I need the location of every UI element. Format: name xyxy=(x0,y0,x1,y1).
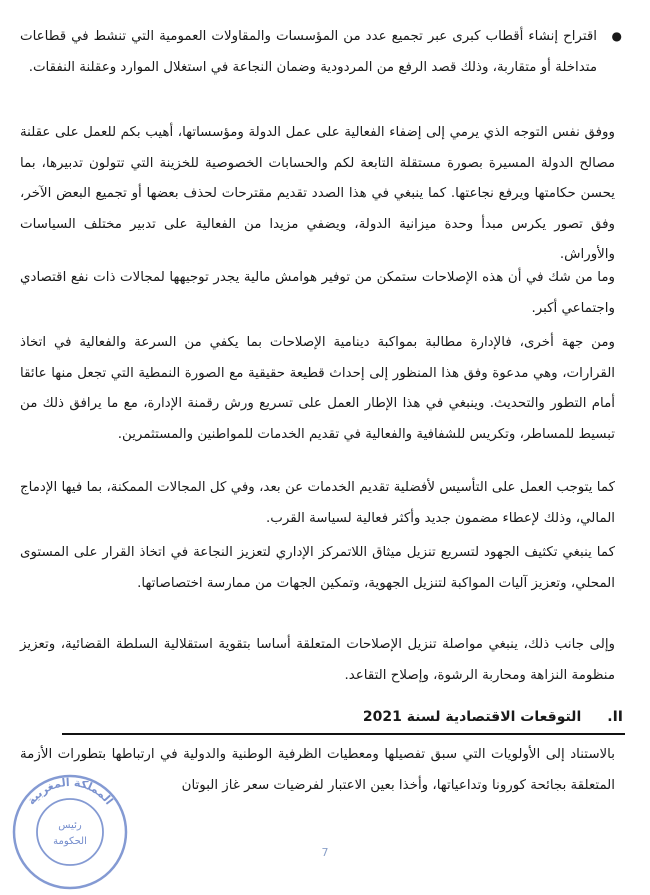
government-stamp xyxy=(8,770,133,895)
svg-text:المملكة المغربية xyxy=(25,776,116,807)
paragraph-6: كما ينبغي تكثيف الجهود لتسريع تنزيل ميثاق اللاتمركز الإداري لتعزيز النجاعة في اتخاذ القرار على المستوى المحلي، وتعزيز آليات المواكبة لتنزيل الجهوية، وتمكين الجهات من ممارسة اختصاصاتها. xyxy=(20,545,615,591)
bullet-icon: ● xyxy=(611,29,622,43)
section-heading xyxy=(20,702,623,732)
paragraph-5: كما يتوجب العمل على التأسيس لأفضلية تقديم الخدمات عن بعد، وفي كل المجالات الممكنة، بما فيها الإدماج المالي، وذلك لإعطاء مضمون جديد وأكثر فعالية لسياسة القرب. xyxy=(20,480,615,526)
paragraph-3: وما من شك في أن هذه الإصلاحات ستمكن من توفير هوامش مالية يجدر توجيهها لمجالات ذات نفع اقتصادي واجتماعي أكبر. xyxy=(20,270,615,316)
section-underline xyxy=(62,733,625,735)
page-number: 7 xyxy=(321,846,329,859)
paragraph-7: وإلى جانب ذلك، ينبغي مواصلة تنزيل الإصلاحات المتعلقة أساسا بتقوية استقلالية السلطة القضائية، وتعزيز منظومة النزاهة ومحاربة الرشوة، وإصلاح التقاعد. xyxy=(20,637,615,683)
paragraph-8: بالاستناد إلى الأولويات التي سبق تفصيلها ومعطيات الظرفية الوطنية والدولية في ارتباطها بتطورات الأزمة المتعلقة بجائحة كورونا وتداعياتها، وأخذا بعين الاعتبار لفرضيات سعر غاز البوتان xyxy=(20,747,615,793)
stamp-inner-line2: الحكومة xyxy=(53,836,87,847)
section-title: التوقعات الاقتصادية لسنة 2021 xyxy=(362,709,582,725)
paragraph-2: ووفق نفس التوجه الذي يرمي إلى إضفاء الفعالية على عمل الدولة ومؤسساتها، أهيب بكم للعمل على عقلنة مصالح الدولة المسيرة بصورة مستقلة التابعة لكم والحسابات الخصوصية للخزينة التي تتولون تدبيرها، بما يحسن حكامتها ويرفع نجاعتها. كما ينبغي في هذا الصدد تقديم مقترحات لحذف بعضها أو تجميع البعض الآخر، وفق تصور يكرس مبدأ وحدة ميزانية الدولة، ويضفي مزيدا من الفعالية على تدبير مختلف السياسات والأوراش. xyxy=(20,125,615,262)
stamp-inner-line1: رئيس xyxy=(58,820,82,831)
section-number: II. xyxy=(607,709,623,725)
paragraph-4: ومن جهة أخرى، فالإدارة مطالبة بمواكبة دينامية الإصلاحات بما يكفي من السرعة والفعالية في اتخاذ القرارات، وهي مدعوة وفق هذا المنظور إلى إحداث قطيعة حقيقية مع الصورة النمطية التي تجعل منها عائقا أمام التطور والتحديث. وينبغي في هذا الإطار العمل على تسريع ورش رقمنة الإدارة، مع ما يرافق ذلك من تبسيط للمساطر، وتكريس للشفافية والفعالية في تقديم الخدمات للمواطنين والمستثمرين. xyxy=(20,335,615,442)
paragraph-bullet: اقتراح إنشاء أقطاب كبرى عبر تجميع عدد من المؤسسات والمقاولات العمومية التي تنشط في قطاعات متداخلة أو متقاربة، وذلك قصد الرفع من المردودية وضمان النجاعة في استغلال الموارد وعقلنة النفقات. xyxy=(20,29,597,75)
stamp-outer-text: المملكة المغربية xyxy=(24,775,116,808)
